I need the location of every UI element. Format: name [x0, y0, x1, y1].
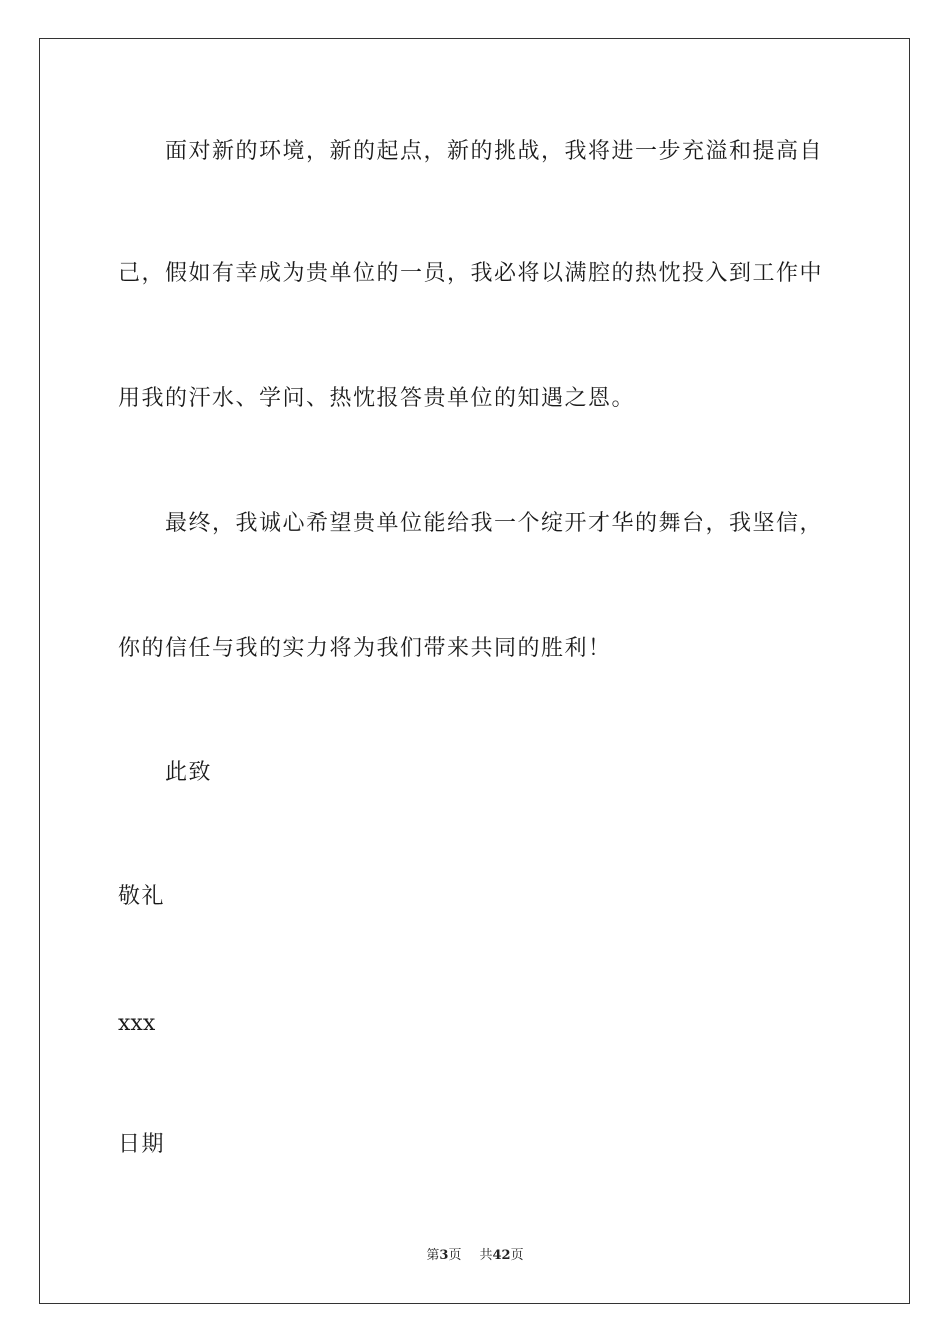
closing-respect: 敬礼 — [118, 884, 166, 909]
paragraph-line-1: 面对新的环境，新的起点，新的挑战，我将进一步充溢和提高自 — [165, 139, 824, 164]
page-footer — [0, 1247, 950, 1265]
total-pages: 42 — [492, 1248, 511, 1263]
paragraph-line-4: 最终，我诚心希望贵单位能给我一个绽开才华的舞台，我坚信， — [165, 511, 824, 536]
paragraph-line-3: 用我的汗水、学问、热忱报答贵单位的知遇之恩。 — [118, 386, 636, 411]
page-frame — [39, 38, 910, 1304]
total-suffix: 页 — [510, 1248, 524, 1263]
paragraph-line-2: 己，假如有幸成为贵单位的一员，我必将以满腔的热忱投入到工作中 — [118, 261, 824, 286]
closing-salutation: 此致 — [165, 760, 213, 785]
page-suffix: 页 — [448, 1248, 462, 1263]
total-prefix: 共 — [479, 1248, 493, 1263]
paragraph-line-5: 你的信任与我的实力将为我们带来共同的胜利！ — [118, 636, 612, 661]
page-number: 3 — [439, 1248, 449, 1263]
signature-name: xxx — [118, 1011, 156, 1036]
page-prefix: 第 — [426, 1248, 440, 1263]
signature-date: 日期 — [118, 1132, 166, 1157]
